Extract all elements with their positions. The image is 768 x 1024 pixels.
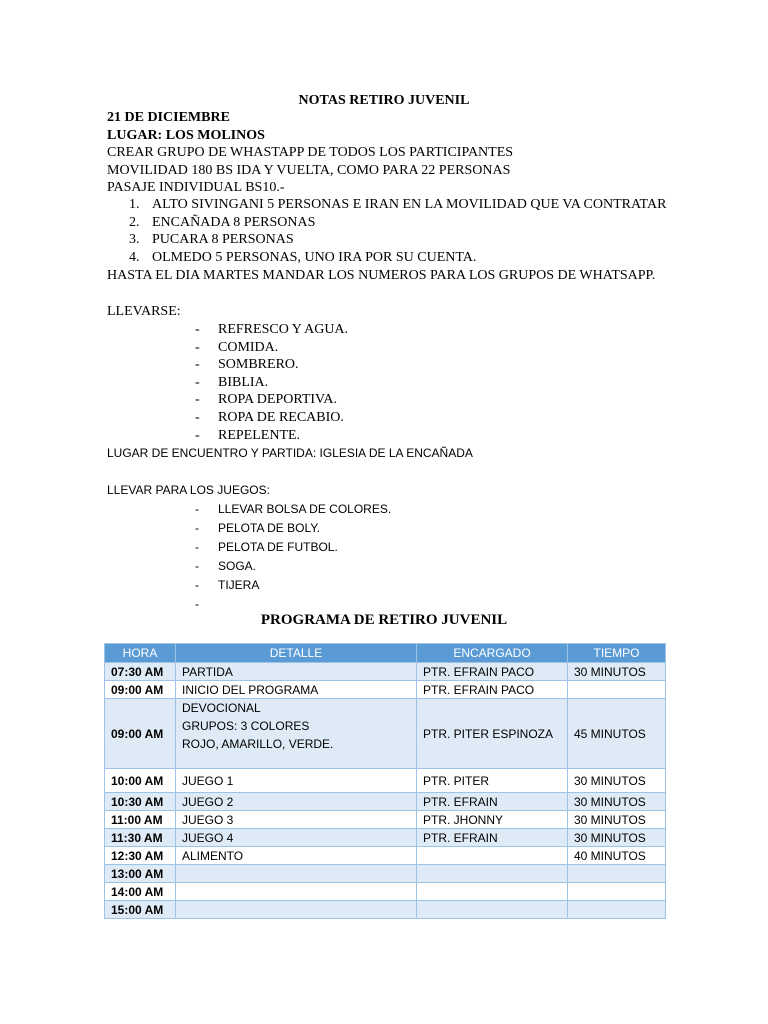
cell-hora: 07:30 AM (105, 663, 176, 681)
cell-hora: 15:00 AM (105, 901, 176, 919)
table-row (105, 793, 666, 811)
cell-encargado (417, 865, 568, 883)
llevarse-label: LLEVARSE: (107, 304, 181, 319)
list-text: BIBLIA. (218, 374, 269, 390)
dash: - (195, 409, 200, 425)
list-text: ROPA DE RECABIO. (218, 409, 344, 425)
list-text: TIJERA (218, 578, 260, 592)
list-number: 2. (129, 214, 140, 230)
cell-hora: 13:00 AM (105, 865, 176, 883)
list-number: 1. (129, 197, 140, 212)
dash: - (195, 578, 199, 592)
header-tiempo: TIEMPO (568, 644, 666, 663)
table-row (105, 865, 666, 883)
cell-tiempo (568, 901, 666, 919)
header-hora: HORA (105, 644, 176, 663)
cell-hora: 10:00 AM (105, 769, 176, 793)
cell-hora: 09:00 AM (105, 681, 176, 699)
table-row (105, 769, 666, 793)
cell-encargado: PTR. PITER (417, 769, 568, 793)
date-line: 21 DE DICIEMBRE (107, 110, 230, 125)
table-row (105, 847, 666, 865)
text-line: CREAR GRUPO DE WHASTAPP DE TODOS LOS PARTICIPANTES (107, 145, 514, 160)
cell-detalle: INICIO DEL PROGRAMA (176, 681, 417, 699)
dash: - (195, 540, 199, 554)
list-text: ROPA DEPORTIVA. (218, 392, 337, 408)
dash: - (195, 392, 200, 408)
cell-tiempo: 30 MINUTOS (568, 811, 666, 829)
dash: - (195, 521, 199, 535)
cell-encargado: PTR. JHONNY (417, 811, 568, 829)
detalle-line: ROJO, AMARILLO, VERDE. (182, 737, 334, 751)
list-text: ALTO SIVINGANI 5 PERSONAS E IRAN EN LA MOVILIDAD QUE VA CONTRATAR (152, 197, 667, 212)
list-text: REPELENTE. (218, 427, 301, 443)
cell-tiempo: 30 MINUTOS (568, 829, 666, 847)
juegos-label: LLEVAR PARA LOS JUEGOS: (107, 483, 270, 497)
cell-tiempo (568, 865, 666, 883)
detalle-line: DEVOCIONAL (182, 701, 261, 715)
cell-encargado: PTR. EFRAIN PACO (417, 663, 568, 681)
place-line: LUGAR: LOS MOLINOS (107, 128, 265, 143)
dash: - (195, 427, 200, 443)
dash: - (195, 339, 200, 355)
dash: - (195, 597, 199, 611)
header-encargado: ENCARGADO (417, 644, 568, 663)
list-text: SOGA. (218, 559, 257, 573)
text-line: MOVILIDAD 180 BS IDA Y VUELTA, COMO PARA 22 PERSONAS (107, 163, 511, 178)
list-text: PELOTA DE FUTBOL. (218, 540, 338, 554)
list-text: ENCAÑADA 8 PERSONAS (152, 214, 316, 230)
cell-hora: 12:30 AM (105, 847, 176, 865)
list-number: 4. (129, 249, 140, 265)
list-text: OLMEDO 5 PERSONAS, UNO IRA POR SU CUENTA. (152, 249, 477, 265)
list-text: PELOTA DE BOLY. (218, 521, 321, 535)
cell-detalle (176, 865, 417, 883)
table-row (105, 699, 666, 769)
table-row (105, 901, 666, 919)
dash: - (195, 357, 200, 373)
cell-tiempo (568, 681, 666, 699)
detalle-line: GRUPOS: 3 COLORES (182, 719, 310, 733)
cell-detalle (176, 883, 417, 901)
list-number: 3. (129, 232, 140, 248)
cell-hora: 11:30 AM (105, 829, 176, 847)
list-text: COMIDA. (218, 339, 279, 355)
cell-detalle: JUEGO 1 (176, 769, 417, 793)
cell-encargado: PTR. PITER ESPINOZA (417, 699, 568, 769)
cell-encargado: PTR. EFRAIN PACO (417, 681, 568, 699)
cell-detalle: JUEGO 3 (176, 811, 417, 829)
text-line: PASAJE INDIVIDUAL BS10.- (107, 180, 285, 195)
cell-detalle: JUEGO 2 (176, 793, 417, 811)
cell-tiempo: 45 MINUTOS (568, 699, 666, 769)
table-row (105, 829, 666, 847)
dash: - (195, 322, 200, 337)
cell-detalle: PARTIDA (176, 663, 417, 681)
table-row (105, 681, 666, 699)
table-header-row (105, 644, 666, 663)
list-text: REFRESCO Y AGUA. (218, 322, 349, 337)
cell-tiempo: 30 MINUTOS (568, 793, 666, 811)
cell-hora: 11:00 AM (105, 811, 176, 829)
program-title: PROGRAMA DE RETIRO JUVENIL (260, 612, 508, 628)
document-title: NOTAS RETIRO JUVENIL (298, 93, 470, 108)
list-text: PUCARA 8 PERSONAS (152, 232, 294, 248)
cell-tiempo: 30 MINUTOS (568, 663, 666, 681)
program-table (104, 643, 666, 919)
cell-encargado (417, 901, 568, 919)
cell-tiempo (568, 883, 666, 901)
dash: - (195, 374, 200, 390)
dash: - (195, 559, 199, 573)
list-text: SOMBRERO. (218, 357, 299, 373)
cell-encargado (417, 883, 568, 901)
cell-encargado (417, 847, 568, 865)
cell-hora: 09:00 AM (105, 699, 176, 769)
header-detalle: DETALLE (176, 644, 417, 663)
cell-tiempo: 40 MINUTOS (568, 847, 666, 865)
cell-detalle: ALIMENTO (176, 847, 417, 865)
cell-hora: 14:00 AM (105, 883, 176, 901)
cell-detalle: JUEGO 4 (176, 829, 417, 847)
cell-encargado: PTR. EFRAIN (417, 829, 568, 847)
text-line: HASTA EL DIA MARTES MANDAR LOS NUMEROS PARA LOS GRUPOS DE WHATSAPP. (107, 268, 656, 283)
list-text: LLEVAR BOLSA DE COLORES. (218, 502, 392, 516)
table-row (105, 883, 666, 901)
cell-tiempo: 30 MINUTOS (568, 769, 666, 793)
cell-detalle (176, 901, 417, 919)
cell-encargado: PTR. EFRAIN (417, 793, 568, 811)
table-row (105, 811, 666, 829)
cell-hora: 10:30 AM (105, 793, 176, 811)
table-row (105, 663, 666, 681)
cell-detalle (176, 699, 417, 769)
meeting-point: LUGAR DE ENCUENTRO Y PARTIDA: IGLESIA DE LA ENCAÑADA (107, 446, 473, 460)
dash: - (195, 502, 199, 516)
